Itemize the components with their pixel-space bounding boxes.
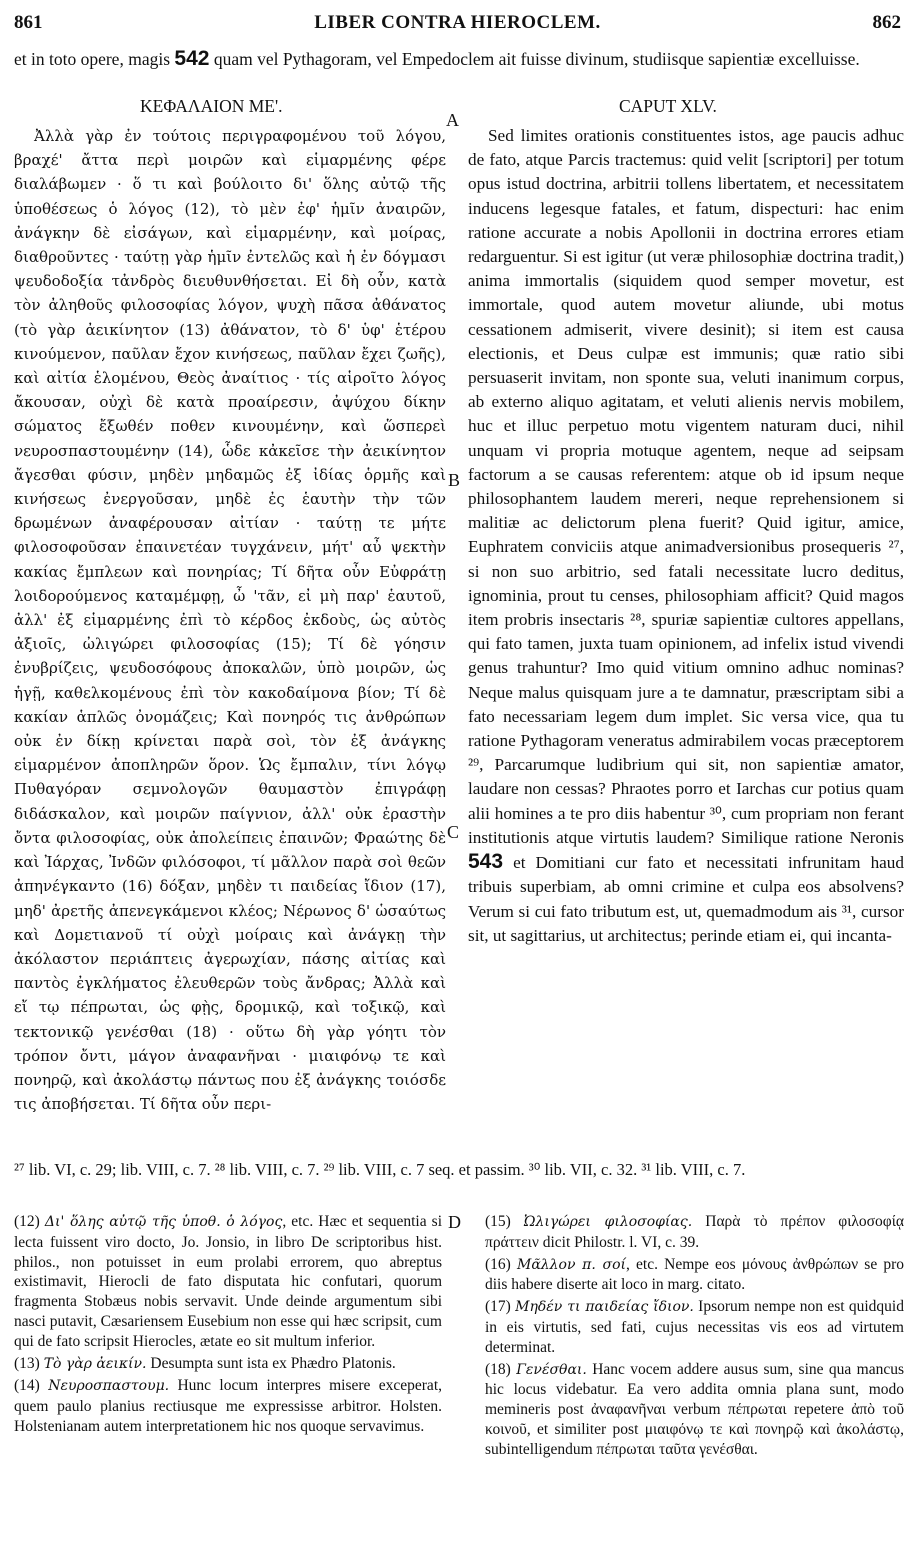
intro-text-before: et in toto opere, magis (14, 49, 171, 69)
greek-chapter-heading: ΚΕΦΑΛΑΙΟΝ ΜΕ'. (140, 96, 283, 116)
latin-chapter-heading: CAPUT XLV. (619, 96, 717, 116)
running-header (14, 12, 901, 36)
note-item: (17) Μηδέν τι παιδείας ἴδιον. Ipsorum nempe non est quidquid in eis virtutis, sed fati, cujus necessitas vis eos ad virtutem determinat. (485, 1298, 904, 1356)
note-item: (13) Τὸ γὰρ ἀεικίν. Desumpta sunt ista ex Phædro Platonis. (14, 1354, 396, 1372)
note-item: (15) Ὠλιγώρει φιλοσοφίας. Παρὰ τὸ πρέπον φιλοσοφίᾳ πράττειν dicit Philostr. l. VI, c. 39. (485, 1213, 904, 1251)
note-item: (16) Μᾶλλον π. σοί, etc. Nempe eos μόνους ἀνθρώπων se pro diis habere diserte ait loco in marg. citato. (485, 1255, 905, 1294)
page-mark-542: 542 (174, 47, 210, 70)
page-mark-543: 543 (468, 850, 504, 874)
note-item: (18) Γενέσθαι. Hanc vocem addere ausus sum, sine qua mancus hic locus videbatur. Ea vero addita omnia plana sunt, modo memineris post ἀναφανῆναι verbum πέπρωται repetere ἀπὸ τοῦ κοινοῦ, et similiter post μιαιφόνῳ τε καὶ πονηρῷ καὶ ἀκολάστῳ, subintelligendum πέπρωται ταῦτα γενέσθαι. (485, 1360, 905, 1458)
margin-letter-b: B (448, 470, 461, 490)
margin-letter-d: D (448, 1212, 461, 1232)
latin-text-a: Sed limites orationis constituentes istos, age paucis adhuc de fato, atque Parcis tractemus: quid velit [scriptori] per totum opus istud doctrina, arbitrii tollens libertatem, et necessitatem inducens legesque fatales, et fatum, dispecturi: hac enim ratione accurate a nobis Apollonii in doctrina errores etiam redarguentur. Si est igitur (ut veræ philosophiæ doctrina tradit,) anima immortalis (siquidem quod semper movetur, est immortale, quod autem movetur aliunde, ubi motus cessationem admiserit, vivere desinit); si item est causa electionis, et Deus culpæ est immunis; quæ ratio sibi persuaserit invitam, non sponte sua, veluti inanimum corpus, ab externo aliquo agitatam, et veluti alienis nervis mobilem, huc et illuc perpetuo motu vigentem naturam duci, nihil unquam vi propria motuque agentem, neque ad seipsam factorum a se causas referentem: atque ob id ipsum neque philosophantem laudem mereri, neque reprehensionem si malitiæ ac delictorum plena fuerit? Quid igitur, amice, Euphratem conviciis atque animadversionibus prosequeris ²⁷, si non suo arbitrio, sed fatali necessitate lucro deditus, ignominia, prout tu censes, philosophiam afficit? Quid magos item probris insectaris ²⁸, spuriæ sapientiæ cultores appellans, qui fato tamen, juxta tuam opinionem, ad infelix istud vivendi genus trahuntur? Imo quid vitium omnino adhuc nominas? Neque malus quisquam jure a te damnatur, præscriptam sibi a fato necessariam legem dum implet. Sic versa vice, qua tu ratione Pythagoram veneratus admirabilem vocas præceptorem ²⁹, Parcarumque ludibrium qui sit, non sapientiæ amator, laudare non cessas? Phraotes porro et Iarchas cur potius quam alii homines a te pro diis habentur ³⁰, cum propriam non ferant institutionis atque virtutis laudem? Similique ratione Neronis (468, 126, 904, 847)
notes-left-column (14, 1212, 442, 1439)
note-item: (14) Νευροσπαστουμ. Hunc locum interpres misere exceperat, quem paulo planius rectiusque me expressisse arbitror. Holsten. Holstenianam autem interpretationem hic nos quoque servavimus. (14, 1377, 442, 1435)
running-title: LIBER CONTRA HIEROCLEM. (314, 12, 601, 33)
page-number-left: 861 (14, 12, 43, 33)
latin-text-b: et Domitiani cur fato et necessitati infrunitam haud tribuis superbiam, ab omni crimine et culpa eos absolvens? Verum si cui fato tributum est, ut, quemadmodum ais ³¹, cursor sit, ut sagittarius, ut architectus; perinde etiam ei, qui incanta- (468, 853, 904, 945)
margin-letter-a: A (446, 110, 459, 130)
note-item: (12) Δι' ὅλης αὐτῷ τῆς ὑποθ. ὁ λόγος, etc. Hæc et sequentia si lecta fuissent viro docto, Jo. Jonsio, in libro De scriptoribus hist. philos., non potuisset in eum prolabi errorem, quo abreptus existimavit, Hierocli de fato disputata hic confutari, quorum fragmenta Stobæus nobis servavit. Unde deinde argumentum sibi nasci putavit, Cæsariensem Eusebium non esse qui hæc scripsit, cum qui de fato scripsit Hierocles, ætate eo sit multum inferior. (14, 1213, 443, 1350)
greek-text: Ἀλλὰ γὰρ ἐν τούτοις περιγραφομένου τοῦ λόγου, βραχέ' ἄττα περὶ μοιρῶν καὶ εἱμαρμένης φέρε διαλάβωμεν · ὅ τι καὶ βούλοιτο δι' ὅλης αὐτῷ τῆς ὑποθέσεως ὁ λόγος (12), τὸ μὲν ἐφ' ἡμῖν ἀναιρῶν, ἀνάγκην δὲ εἰσάγων, καὶ εἱμαρμένην, καὶ μοίρας, διαθροῦντες · ταύτῃ γὰρ ἡμῖν ἐντελῶς καὶ ἡ ἐν δόγμασι ψευδοδοξία τἀνδρὸς διευθυνθήσεται. Εἰ δὴ οὖν, κατὰ τὸν ἀληθοῦς φιλοσοφίας λόγον, ψυχὴ πᾶσα ἀθάνατος (τὸ γὰρ ἀεικίνητον (13) ἀθάνατον, τὸ δ' ὑφ' ἑτέρου κινούμενον, παῦλαν ἔχον κινήσεως, παῦλαν ἔχει ζωῆς), καὶ αἰτία ἑλομένου, Θεὸς ἀναίτιος · τίς αἱροῖτο λόγος ἄκουσαν, οὐχὶ δὲ κατὰ προαίρεσιν, ἀψύχου δίκην σώματος ἔξωθέν ποθεν κινουμένην, καὶ ὥσπερεὶ νευροσπαστουμένην (14), ὧδε κἀκεῖσε τὴν ἀεικίνητον ἄγεσθαι φύσιν, μηδὲν μηδαμῶς ἐξ ἰδίας ὁρμῆς καὶ κινήσεως ἐνεργοῦσαν, μηδὲ ἐς ἑαυτὴν τὴν τῶν δρωμένων ἀναφέρουσαν αἰτίαν · ταύτῃ τε μήτε φιλοσοφοῦσαν ἐπαινετέαν τυγχάνειν, μήτ' αὖ ψεκτὴν κακίας ἔμπλεων καὶ πονηρίας; Τί δῆτα οὖν Εὐφράτῃ λοιδορούμενος καταμέμφῃ, ὦ 'τᾶν, εἰ μὴ παρ' ἑαυτοῦ, ἀλλ' ἐξ εἱμαρμένης ἐπὶ τὸ κέρδος ἐκδοὺς, ὡς αὐτὸς ἀξιοῖς, ὠλιγώρει φιλοσοφίας (15); Τί δὲ γόησιν ἐνυβρίζεις, ψευδοσόφους ἀποκαλῶν, ὑπὸ μοιρῶν, ὡς ἡγῇ, καθελκομένους ἐπὶ τὸν κακοδαίμονα βίον; Τί δὲ κακίαν ἁπλῶς ὀνομάζεις; Καὶ πονηρός τις ἀνθρώπων οὐκ ἐν δίκῃ κρίνεται παρὰ σοὶ, τὸν ἐξ ἀνάγκης εἱμαρμένον ἀποπληρῶν ὅρον. Ὡς ἔμπαλιν, τίνι λόγῳ Πυθαγόραν σεμνολογῶν θαυμαστὸν ἐπιγράφῃ διδάσκαλον, καὶ μοιρῶν παίγνιον, ἀλλ' οὐκ ἐραστὴν ὄντα φιλοσοφίας, οὐκ ἀπολείπεις ἐπαινῶν; Φραώτης δὲ καὶ Ἰάρχας, Ἰνδῶν φιλόσοφοι, τί μᾶλλον παρὰ σοὶ θεῶν ἀπηνέγκαντο (16) δόξαν, μηδὲν τι παιδείας ἴδιον (17), μηδ' ἀρετῆς ἀπενεγκάμενοι κλέος; Νέρωνος δ' ὡσαύτως καὶ Δομετιανοῦ τί οὐχὶ μοίραις καὶ ἀνάγκῃ τὴν ἀκόλαστον περιάπτεις ἀγερωχίαν, πάσης αἰτίας καὶ παντὸς ἐγκλήματος ἐλευθερῶν τοὺς ἄνδρας; Ἀλλὰ καὶ εἴ τῳ πέπρωται, ὡς φῂς, δρομικῷ, καὶ τοξικῷ, καὶ τεκτονικῷ γενέσθαι (18) · οὕτω δὴ γὰρ γόητι τὸν τρόπον ὄντι, μάγον ἀναφανῆναι · μιαιφόνῳ τε καὶ πονηρῷ, καὶ ἀκολάστῳ πάντως που ἐξ ἀνάγκης τοιόσδε τις ἀποβήσεται. Τί δῆτα οὖν περι- (14, 127, 446, 1114)
latin-text (468, 124, 904, 948)
intro-paragraph (14, 46, 904, 72)
greek-column (14, 124, 446, 1156)
footnotes-main: ²⁷ lib. VI, c. 29; lib. VIII, c. 7. ²⁸ lib. VIII, c. 7. ²⁹ lib. VIII, c. 7 seq. et passim. ³⁰ lib. VII, c. 32. ³¹ lib. VIII, c. 7. (14, 1160, 746, 1179)
latin-column (468, 124, 904, 1156)
margin-letter-c: C (447, 822, 460, 842)
page-number-right: 862 (872, 12, 901, 33)
intro-text-after: quam vel Pythagoram, vel Empedoclem ait fuisse divinum, studiisque sapientiæ excelluisse. (213, 49, 860, 69)
notes-right-column (485, 1212, 904, 1462)
